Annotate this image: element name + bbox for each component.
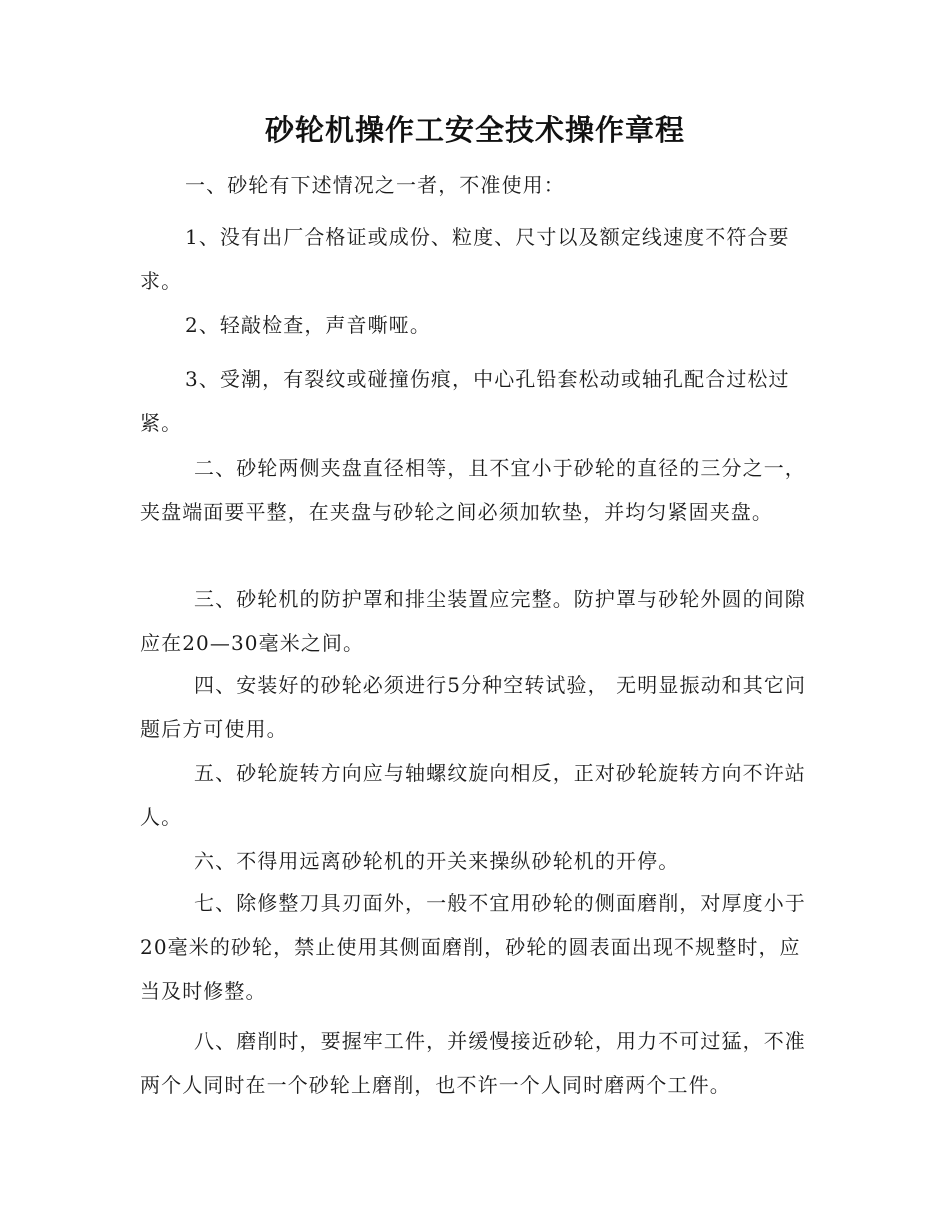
paragraph-4: 3、受潮，有裂纹或碰撞伤痕，中心孔铅套松动或轴孔配合过松过紧。 xyxy=(140,367,790,435)
paragraph-10: 七、除修整刀具刃面外，一般不宜用砂轮的侧面磨削，对厚度小于20毫米的砂轮，禁止使用其侧面磨削，砂轮的圆表面出现不规整时，应当及时修整。 xyxy=(140,891,806,1003)
paragraph-1: 一、砂轮有下述情况之一者，不准使用： xyxy=(185,173,565,197)
paragraph-6: 三、砂轮机的防护罩和排尘装置应完整。防护罩与砂轮外圆的间隙应在20—30毫米之间。 xyxy=(140,587,806,655)
paragraph-5: 二、砂轮两侧夹盘直径相等，且不宜小于砂轮的直径的三分之一，夹盘端面要平整，在夹盘与砂轮之间必须加软垫，并均匀紧固夹盘。 xyxy=(140,456,806,524)
paragraph-9: 六、不得用远离砂轮机的开关来操纵砂轮机的开停。 xyxy=(194,849,680,873)
paragraph-3: 2、轻敲检查，声音嘶哑。 xyxy=(185,313,431,337)
paragraph-11: 八、磨削时，要握牢工件，并缓慢接近砂轮，用力不可过猛，不准两个人同时在一个砂轮上磨削，也不许一个人同时磨两个工件。 xyxy=(140,1029,806,1097)
paragraph-7: 四、安装好的砂轮必须进行5分种空转试验， 无明显振动和其它问题后方可使用。 xyxy=(140,673,807,741)
document-title: 砂轮机操作工安全技术操作章程 xyxy=(264,113,685,147)
paragraph-8: 五、砂轮旋转方向应与轴螺纹旋向相反，正对砂轮旋转方向不许站人。 xyxy=(140,761,806,829)
paragraph-2: 1、没有出厂合格证或成份、粒度、尺寸以及额定线速度不符合要求。 xyxy=(140,225,790,293)
